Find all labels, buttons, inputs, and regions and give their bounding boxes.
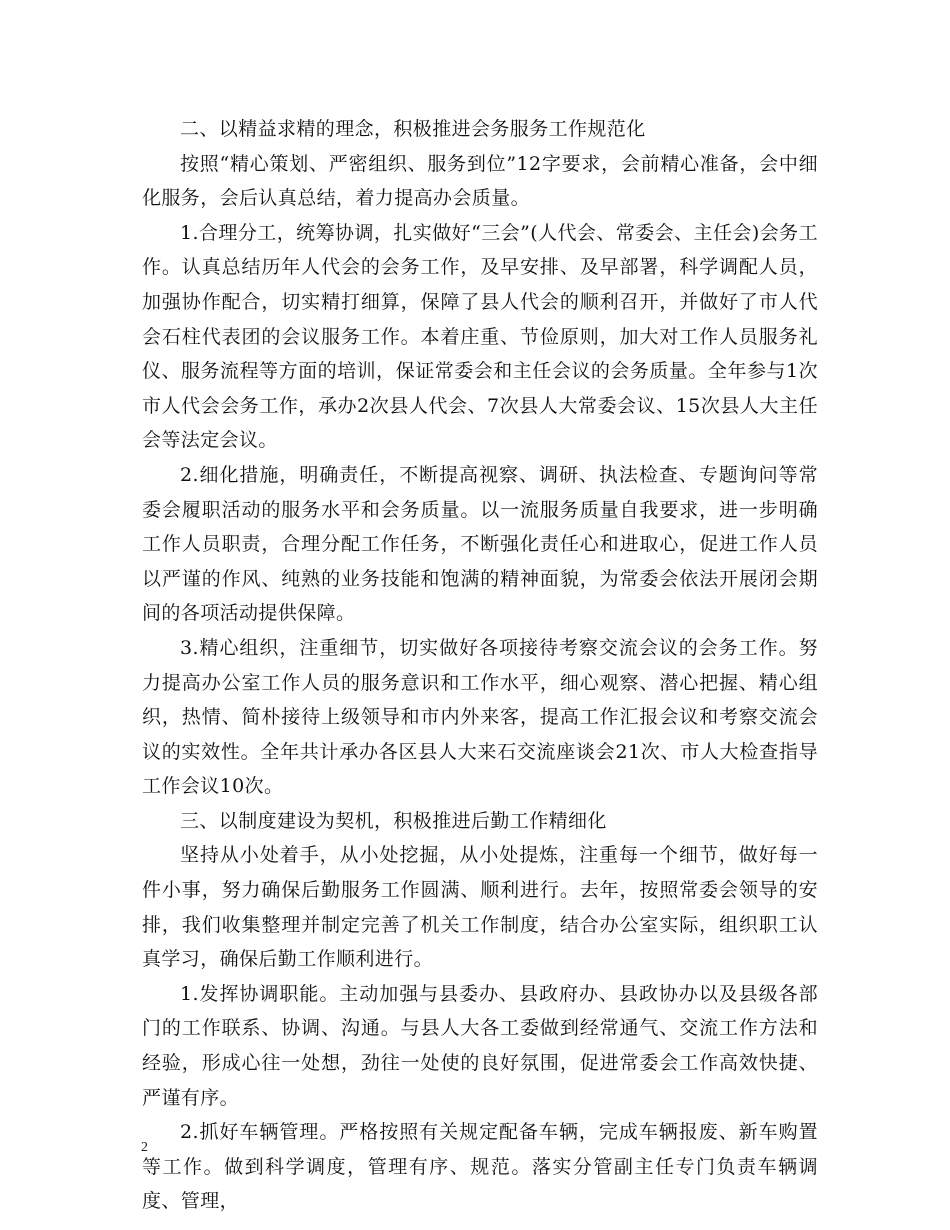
section-heading: 三、以制度建设为契机，积极推进后勤工作精细化 (180, 809, 607, 832)
body-paragraph: 1.发挥协调职能。主动加强与县委办、县政府办、县政协办以及县级各部门的工作联系、协调、沟通。与县人大各工委做到经常通气、交流工作方法和经验，形成心往一处想，劲往一处使的良好氛围，促进常委会工作高效快捷、严谨有序。 (142, 982, 818, 1109)
body-paragraph: 坚持从小处着手，从小处挖掘，从小处提炼，注重每一个细节，做好每一件小事，努力确保后勤服务工作圆满、顺利进行。去年，按照常委会领导的安排，我们收集整理并制定完善了机关工作制度，结合办公室实际，组织职工认真学习，确保后勤工作顺利进行。 (142, 844, 818, 971)
body-paragraph: 2.抓好车辆管理。严格按照有关规定配备车辆，完成车辆报废、新车购置等工作。做到科学调度，管理有序、规范。落实分管副主任专门负责车辆调度、管理， (142, 1121, 818, 1213)
page-number: 2 (141, 1140, 148, 1155)
body-paragraph: 2.细化措施，明确责任，不断提高视察、调研、执法检查、专题询问等常委会履职活动的服务水平和会务质量。以一流服务质量自我要求，进一步明确工作人员职责，合理分配工作任务，不断强化责任心和进取心，促进工作人员以严谨的作风、纯熟的业务技能和饱满的精神面貌，为常委会依法开展闭会期间的各项活动提供保障。 (142, 463, 818, 625)
section-heading: 二、以精益求精的理念，积极推进会务服务工作规范化 (180, 118, 646, 140)
body-paragraph: 1.合理分工，统筹协调，扎实做好“三会”(人代会、常委会、主任会)会务工作。认真总结历年人代会的会务工作，及早安排、及早部署，科学调配人员，加强协作配合，切实精打细算，保障了县人代会的顺利召开，并做好了市人代会石柱代表团的会议服务工作。本着庄重、节俭原则，加大对工作人员服务礼仪、服务流程等方面的培训，保证常委会和主任会议的会务质量。全年参与1次市人代会会务工作，承办2次县人代会、7次县人大常委会议、15次县人大主任会等法定会议。 (142, 221, 818, 452)
document-body (142, 112, 818, 1219)
body-paragraph: 按照“精心策划、严密组织、服务到位”12字要求，会前精心准备，会中细化服务，会后认真总结，着力提高办会质量。 (142, 152, 818, 210)
body-paragraph: 3.精心组织，注重细节，切实做好各项接待考察交流会议的会务工作。努力提高办公室工作人员的服务意识和工作水平，细心观察、潜心把握、精心组织，热情、简朴接待上级领导和市内外来客，提高工作汇报会议和考察交流会议的实效性。全年共计承办各区县人大来石交流座谈会21次、市人大检查指导工作会议10次。 (142, 636, 818, 798)
